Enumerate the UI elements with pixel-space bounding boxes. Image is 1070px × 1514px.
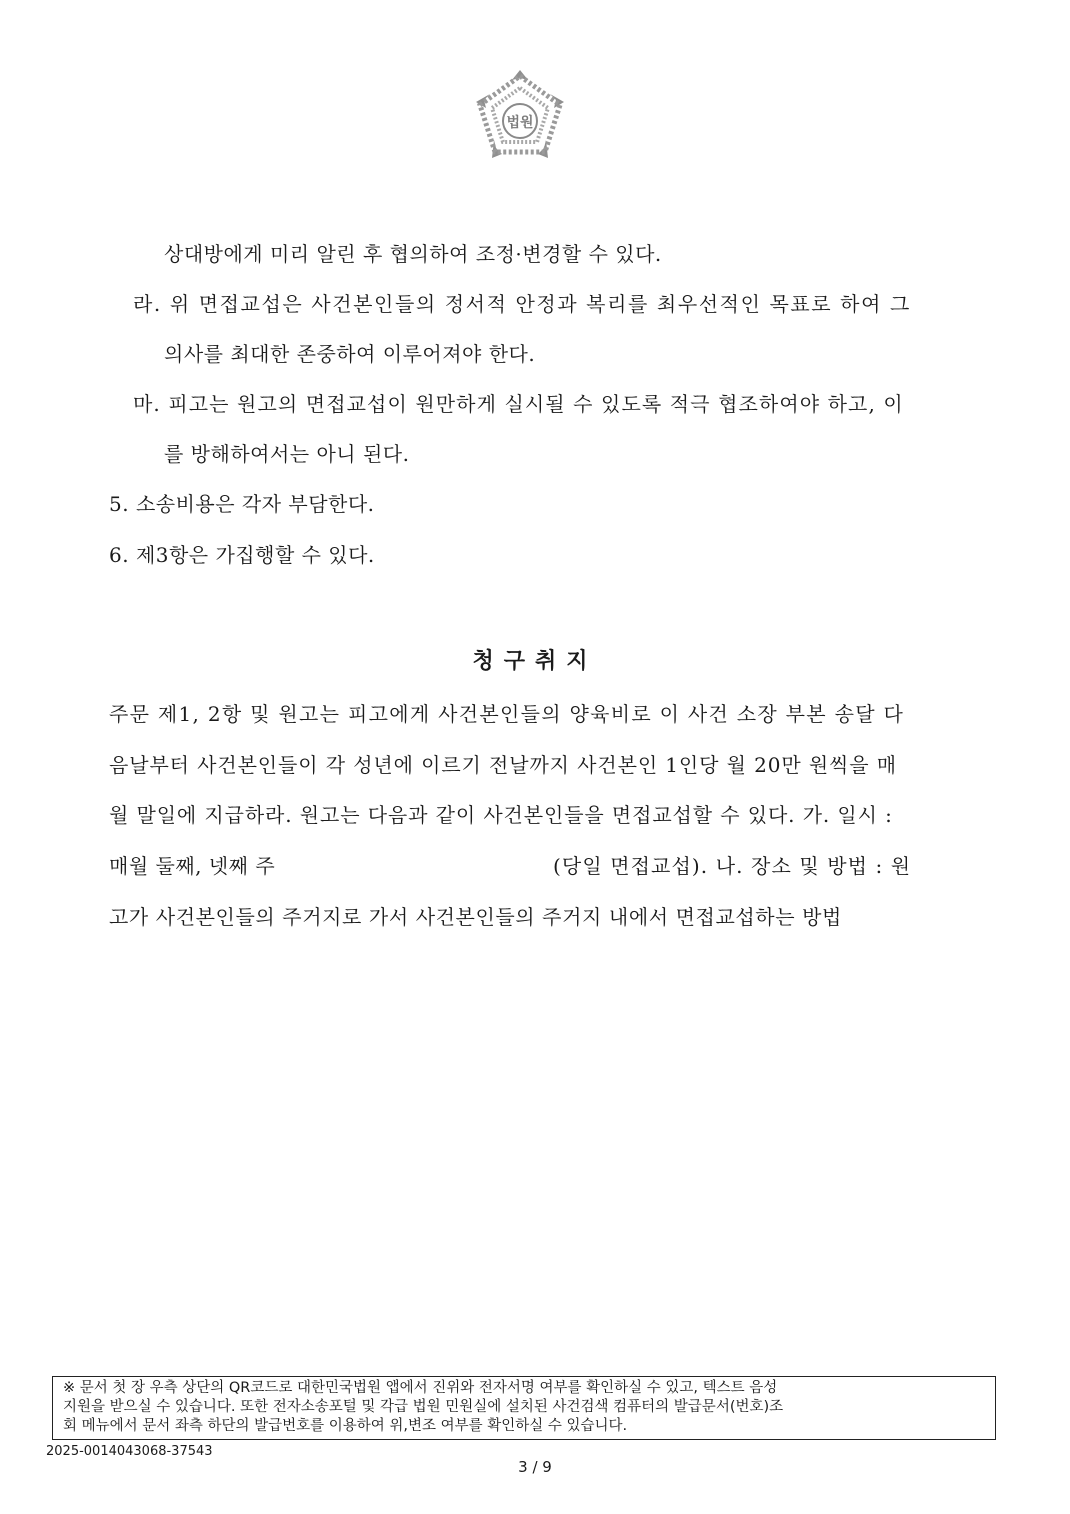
- body-line-3: 의사를 최대한 존중하여 이루어져야 한다.: [164, 342, 536, 366]
- issue-number: 2025-0014043068-37543: [46, 1444, 213, 1459]
- emblem-text: 법원: [506, 115, 534, 131]
- court-emblem-logo: [468, 66, 572, 166]
- body-line-5: 를 방해하여서는 아니 된다.: [164, 442, 410, 466]
- claim-line-2: 음날부터 사건본인들이 각 성년에 이르기 전날까지 사건본인 1인당 월 20만 원씩을 매: [109, 753, 897, 777]
- verification-notice-box: [52, 1376, 996, 1440]
- claim-line-4-left: 매월 둘째, 넷째 주: [109, 854, 276, 878]
- notice-line-1: ※ 문서 첫 장 우측 상단의 QR코드로 대한민국법원 앱에서 진위와 전자서명 여부를 확인하실 수 있고, 텍스트 음성: [63, 1380, 778, 1396]
- claim-line-5: 고가 사건본인들의 주거지로 가서 사건본인들의 주거지 내에서 면접교섭하는 방법: [109, 905, 842, 929]
- body-line-1: 상대방에게 미리 알린 후 협의하여 조정·변경할 수 있다.: [164, 242, 662, 266]
- claim-line-4-right: (당일 면접교섭). 나. 장소 및 방법 : 원: [553, 854, 912, 878]
- claim-line-1: 주문 제1, 2항 및 원고는 피고에게 사건본인들의 양육비로 이 사건 소장 부본 송달 다: [109, 702, 905, 726]
- body-line-4: 마. 피고는 원고의 면접교섭이 원만하게 실시될 수 있도록 적극 협조하여야 하고, 이: [133, 392, 904, 416]
- notice-line-2: 지원을 받으실 수 있습니다. 또한 전자소송포털 및 각급 법원 민원실에 설치된 사건검색 컴퓨터의 발급문서(번호)조: [63, 1399, 784, 1415]
- page-number: 3 / 9: [518, 1458, 552, 1476]
- notice-line-3: 회 메뉴에서 문서 좌측 하단의 발급번호를 이용하여 위,변조 여부를 확인하실 수 있습니다.: [63, 1418, 628, 1434]
- body-line-2: 라. 위 면접교섭은 사건본인들의 정서적 안정과 복리를 최우선적인 목표로 하여 그: [133, 292, 911, 316]
- body-line-7: 6. 제3항은 가집행할 수 있다.: [109, 543, 375, 567]
- section-title: 청구취지: [472, 649, 598, 674]
- body-line-6: 5. 소송비용은 각자 부담한다.: [109, 492, 375, 516]
- claim-line-3: 월 말일에 지급하라. 원고는 다음과 같이 사건본인들을 면접교섭할 수 있다. 가. 일시 :: [109, 803, 893, 827]
